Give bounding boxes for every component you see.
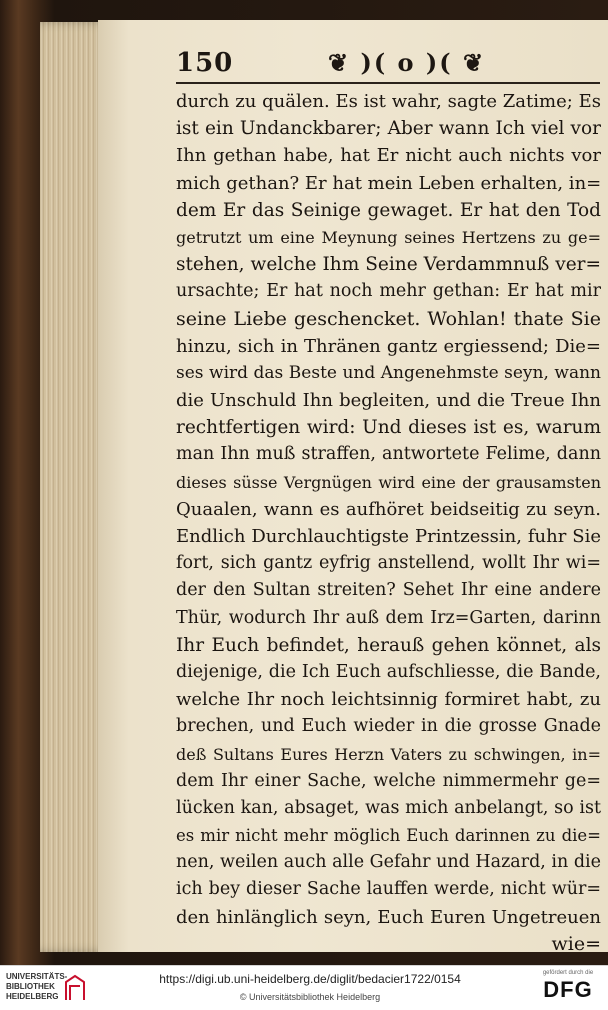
viewer-footer [0, 965, 608, 1010]
text-line: dem Ihr einer Sache, welche nimmermehr ge= [176, 770, 601, 791]
text-line: seine Liebe geschencket. Wohlan! thate Sie [176, 307, 601, 330]
funder-note: gefördert durch die [542, 970, 594, 976]
text-line: ist ein Undanckbarer; Aber wann Ich viel vor [176, 118, 601, 140]
text-line: man Ihn muß straffen, antwortete Felime, dann [176, 444, 601, 465]
text-line: ich bey dieser Sache lauffen werde, nicht wür= [176, 879, 601, 900]
text-line: hinzu, sich in Thränen gantz ergiessend; Die= [176, 335, 601, 357]
text-line: Quaalen, wann es aufhöret beidseitig zu seyn. [176, 498, 601, 520]
library-logo[interactable] [6, 972, 86, 1004]
text-line: diejenige, die Ich Euch aufschliesse, die Bande, [176, 661, 601, 682]
text-line: deß Sultans Eures Herzn Vaters zu schwingen, in= [176, 744, 601, 764]
text-line: Endlich Durchlauchtigste Printzessin, fuhr Sie [176, 526, 601, 547]
text-line: dieses süsse Vergnügen wird eine der grausamsten [176, 472, 601, 492]
text-line: Thür, wodurch Ihr auß dem Irz=Garten, darinn [176, 607, 601, 628]
page-url-link[interactable]: https://digi.ub.uni-heidelberg.de/diglit/bedacier1722/0154 [159, 972, 461, 986]
copyright-notice: © Universitätsbibliothek Heidelberg [239, 992, 381, 1002]
text-line: ses wird das Beste und Angenehmste seyn, wann [176, 362, 601, 383]
text-line: nen, weilen auch alle Gefahr und Hazard, in die [176, 852, 601, 873]
text-line: durch zu quälen. Es ist wahr, sagte Zatime; Es [176, 91, 601, 112]
text-line: fort, sich gantz eyfrig anstellend, wollt Ihr wi= [176, 553, 601, 574]
text-line: Ihr Euch befindet, herauß gehen könnet, als [176, 634, 601, 656]
text-line: stehen, welche Ihm Seine Verdammnuß ver= [176, 254, 601, 276]
dfg-logo-icon: DFG [543, 977, 593, 1002]
text-line: brechen, und Euch wieder in die grosse Gnade [176, 716, 601, 737]
text-line: es mir nicht mehr möglich Euch darinnen zu die= [176, 826, 601, 846]
body-text [176, 88, 601, 958]
catchword: wie= [551, 932, 601, 955]
text-line: lücken kan, absaget, was mich anbelangt, so ist [176, 797, 601, 818]
text-line: der den Sultan streiten? Sehet Ihr eine andere [176, 580, 601, 601]
header-ornament-icon: ❦ )( o )( ❦ [328, 48, 486, 77]
text-line: den hinlänglich seyn, Euch Euren Ungetreuen [176, 906, 601, 928]
library-logo-icon [64, 974, 86, 1002]
library-name: UNIVERSITÄTS-BIBLIOTHEK HEIDELBERG [6, 972, 68, 1001]
page-number: 150 [176, 48, 234, 78]
text-line: ursachte; Er hat noch mehr gethan: Er hat mir [176, 281, 601, 302]
text-line: die Unschuld Ihn begleiten, und die Treue Ihn [176, 390, 601, 412]
text-line: welche Ihr noch leichtsinnig formiret habt, zu [176, 689, 601, 711]
text-line: mich gethan? Er hat mein Leben erhalten, in= [176, 172, 601, 194]
text-line: Ihn gethan habe, hat Er nicht auch nichts vor [176, 145, 601, 167]
funder-logo[interactable] [535, 969, 601, 1003]
text-line: getrutzt um eine Meynung seines Hertzens zu ge= [176, 227, 601, 247]
page-header [176, 46, 600, 86]
text-line: dem Er das Seinige gewaget. Er hat den Tod [176, 199, 601, 221]
header-rule [176, 82, 600, 84]
text-line: rechtfertigen wird: Und dieses ist es, warum [176, 417, 601, 439]
